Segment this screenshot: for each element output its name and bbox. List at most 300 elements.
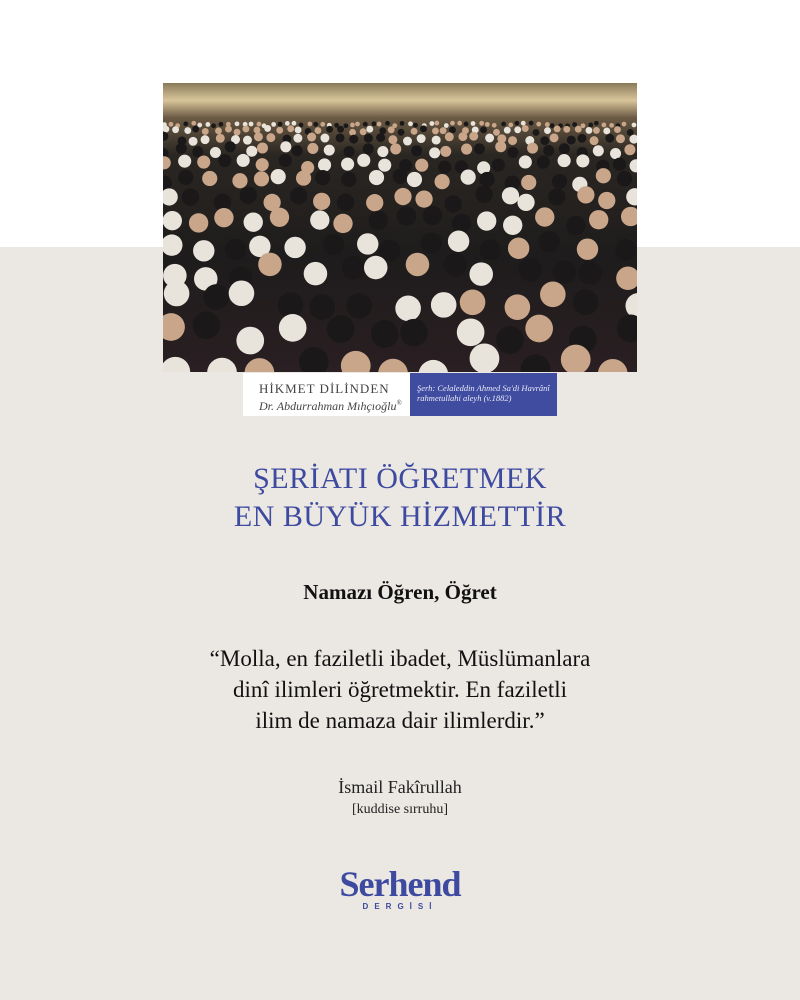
crowd-head	[501, 122, 506, 127]
crowd-head	[357, 154, 370, 167]
crowd-head	[406, 253, 430, 277]
crowd-head	[464, 121, 469, 126]
crowd-head	[563, 126, 570, 133]
crowd-head	[163, 132, 168, 141]
crowd-head	[172, 126, 179, 133]
crowd-head	[622, 122, 627, 127]
crowd-head	[418, 360, 448, 372]
crowd-head	[508, 123, 513, 128]
crowd-head	[617, 315, 637, 343]
series-block	[243, 373, 410, 416]
crowd-head	[394, 188, 411, 205]
crowd-head	[492, 123, 497, 128]
crowd-head	[543, 145, 554, 156]
crowd-head	[567, 136, 576, 145]
crowd-head	[403, 137, 412, 146]
crowd-head	[461, 144, 472, 155]
title-line-2: EN BÜYÜK HİZMETTİR	[233, 500, 567, 533]
crowd-head	[393, 169, 408, 184]
crowd-head	[378, 159, 391, 172]
crowd-head	[278, 292, 304, 318]
crowd-head	[327, 315, 355, 343]
crowd-head	[577, 238, 598, 259]
crowd-head	[434, 121, 439, 126]
crowd-head	[429, 147, 440, 158]
crowd-head	[533, 129, 540, 136]
crowd-head	[475, 186, 492, 203]
crowd-head	[304, 262, 328, 286]
crowd-head	[163, 188, 178, 205]
crowd-head	[460, 290, 486, 316]
crowd-head	[363, 122, 368, 127]
crowd-head	[284, 237, 305, 258]
crowd-head	[324, 145, 335, 156]
crowd-head	[417, 134, 426, 143]
crowd-head	[326, 126, 333, 133]
crowd-head	[235, 121, 240, 126]
crowd-head	[429, 121, 434, 126]
crowd-head	[249, 122, 254, 127]
crowd-head	[469, 132, 478, 141]
crowd-head	[559, 143, 570, 154]
crowd-head	[397, 206, 416, 225]
crowd-head	[477, 211, 496, 230]
crowd-head	[420, 125, 427, 132]
crowd-head	[624, 144, 635, 155]
crowd-head	[435, 174, 450, 189]
logo-name: Serhend	[339, 864, 461, 904]
logo-sub: DERGİSİ	[362, 902, 438, 911]
crowd-head	[307, 122, 312, 127]
crowd-head	[299, 123, 304, 128]
crowd-head	[292, 121, 297, 126]
crowd-head	[613, 158, 626, 171]
crowd-head	[421, 233, 442, 254]
source-line-1: Şerh: Celaleddin Ahmed Sa'di Havrânî	[417, 383, 550, 393]
crowd-head	[505, 294, 531, 320]
crowd-head	[169, 122, 174, 127]
crowd-head	[502, 187, 519, 204]
crowd-head	[610, 148, 621, 159]
crowd-head	[257, 142, 268, 153]
crowd-head	[385, 121, 390, 126]
crowd-head	[598, 192, 615, 209]
crowd-head	[519, 155, 532, 168]
crowd-head	[205, 122, 210, 127]
crowd-head	[577, 186, 594, 203]
crowd-head	[357, 233, 378, 254]
crowd-head	[279, 314, 307, 342]
crowd-head	[276, 127, 283, 134]
crowd-head	[201, 135, 210, 144]
crowd-head	[366, 194, 383, 211]
crowd-head	[371, 320, 399, 348]
crowd-head	[452, 214, 471, 233]
crowd-head	[492, 158, 505, 171]
crowd-head	[469, 262, 493, 286]
crowd-head	[320, 122, 325, 127]
crowd-head	[229, 280, 255, 306]
crowd-head	[257, 122, 262, 127]
crowd-head	[471, 121, 476, 126]
crowd-head	[444, 253, 468, 277]
crowd-head	[411, 145, 422, 156]
crowd-head	[527, 143, 538, 154]
crowd-head	[191, 121, 196, 126]
crowd-head	[521, 121, 526, 126]
crowd-head	[292, 145, 303, 156]
crowd-head	[258, 253, 282, 277]
crowd-head	[256, 158, 269, 171]
crowd-head	[246, 146, 257, 157]
crowd-head	[366, 126, 373, 133]
crowd-head	[309, 294, 335, 320]
crowd-head	[193, 240, 214, 261]
crowd-head	[578, 261, 602, 285]
crowd-head	[184, 127, 191, 134]
crowd-head	[216, 134, 225, 143]
crowd-head	[548, 188, 565, 205]
crowd-head	[495, 141, 506, 152]
source-block	[410, 373, 557, 416]
crowd-head	[271, 169, 286, 184]
crowd-head	[566, 216, 585, 235]
crowd-head	[215, 127, 222, 134]
crowd-head	[572, 122, 577, 127]
crowd-head	[514, 121, 519, 126]
crowd-head	[376, 133, 385, 142]
crowd-head	[535, 207, 554, 226]
series-name: HİKMET DİLİNDEN	[259, 381, 390, 396]
source-line-2: rahmetullahi aleyh (v.1882)	[417, 393, 512, 403]
crowd-head	[493, 129, 500, 136]
crowd-head	[617, 171, 632, 186]
crowd-head	[440, 146, 451, 157]
crowd-head	[432, 136, 441, 145]
crowd-head	[341, 172, 356, 187]
crowd-head	[243, 136, 252, 145]
crowd-head	[369, 170, 384, 185]
crowd-head	[474, 143, 485, 154]
crowd-head	[590, 136, 599, 145]
crowd-head	[363, 143, 374, 154]
crowd-head	[605, 134, 614, 143]
crowd-head	[594, 121, 599, 126]
crowd-head	[197, 155, 210, 168]
crowd-head	[240, 187, 257, 204]
crowd-head	[307, 133, 316, 142]
crowd-head	[163, 357, 190, 372]
crowd-head	[552, 174, 567, 189]
crowd-head	[192, 146, 203, 157]
crowd-head	[287, 125, 294, 132]
crowd-head	[445, 132, 454, 141]
author-mark: ®	[396, 399, 402, 407]
crowd-head	[236, 327, 264, 355]
crowd-head	[609, 123, 614, 128]
crowd-head	[558, 154, 571, 167]
crowd-head	[189, 213, 208, 232]
crowd-head	[372, 121, 377, 126]
crowd-head	[415, 159, 428, 172]
crowd-head	[307, 143, 318, 154]
crowd-head	[163, 156, 171, 169]
crowd-head	[342, 256, 366, 280]
crowd-head	[614, 126, 621, 133]
crowd-head	[280, 141, 291, 152]
crowd-head	[271, 122, 276, 127]
crowd-head	[278, 122, 283, 127]
crowd-head	[457, 318, 485, 346]
serhend-logo	[0, 866, 800, 911]
crowd-head	[603, 128, 610, 135]
crowd-head	[545, 122, 550, 127]
crowd-head	[596, 168, 611, 183]
crowd-head	[544, 127, 551, 134]
crowd-head	[377, 122, 382, 127]
crowd-head	[214, 208, 233, 227]
crowd-head	[540, 136, 549, 145]
crowd-head	[355, 122, 360, 127]
crowd-head	[225, 141, 236, 152]
crowd-head	[193, 312, 221, 340]
crowd-head	[210, 147, 221, 158]
crowd-head	[323, 234, 344, 255]
crowd-head	[369, 211, 388, 230]
crowd-head	[514, 126, 521, 133]
crowd-head	[349, 135, 358, 144]
crowd-head	[254, 132, 263, 141]
crowd-head	[588, 123, 593, 128]
crowd-head	[178, 155, 191, 168]
crowd-head	[413, 123, 418, 128]
crowd-head	[219, 122, 224, 127]
crowd-head	[313, 193, 330, 210]
crowd-head	[164, 281, 190, 307]
subtitle: Namazı Öğren, Öğret	[303, 580, 497, 604]
attribution-honorific: [kuddise sırruhu]	[351, 802, 449, 817]
crowd-head	[485, 122, 490, 127]
crowd-head	[589, 210, 608, 229]
crowd-head	[290, 187, 307, 204]
crowd-head	[593, 127, 600, 134]
crowd-head	[270, 208, 289, 227]
crowd-head	[178, 170, 193, 185]
crowd-head	[202, 128, 209, 135]
crowd-head	[432, 127, 439, 134]
crowd-head	[313, 122, 318, 127]
crowd-head	[521, 354, 551, 372]
crowd-head	[630, 159, 637, 172]
crowd-head	[518, 258, 542, 282]
attribution-name: İsmail Fakîrullah	[338, 777, 462, 797]
crowd-head	[440, 127, 447, 134]
crowd-head	[537, 156, 550, 169]
crowd-head	[266, 133, 275, 142]
crowd-head	[508, 238, 529, 259]
author-name: Dr. Abdurrahman Mıhçıoğlu	[259, 399, 397, 413]
crowd-head	[598, 359, 628, 372]
crowd-head	[299, 347, 329, 372]
crowd-head	[225, 126, 232, 133]
crowd-head	[577, 134, 586, 143]
crowd-head	[237, 154, 250, 167]
crowd-head	[400, 319, 428, 347]
crowd-head	[264, 125, 271, 132]
crowd-head	[407, 172, 422, 187]
crowd-head	[550, 123, 555, 128]
crowd-head	[344, 123, 349, 128]
crowd-head	[364, 256, 388, 280]
crowd-head	[163, 126, 169, 133]
crowd-head	[279, 154, 292, 167]
quote-line-1: “Molla, en faziletli ibadet, Müslümanlara	[209, 646, 591, 671]
crowd-head	[163, 313, 185, 341]
crowd-head	[554, 126, 561, 133]
crowd-head	[411, 128, 418, 135]
crowd-head	[470, 343, 500, 372]
crowd-head	[346, 293, 372, 319]
crowd-head	[517, 194, 534, 211]
crowd-head	[431, 292, 457, 318]
crowd-head	[163, 211, 182, 230]
crowd-head	[254, 127, 261, 134]
quote-line-3: ilim de namaza dair ilimlerdir.”	[255, 708, 545, 733]
crowd-head	[202, 171, 217, 186]
crowd-head	[408, 121, 413, 126]
crowd-head	[496, 326, 524, 354]
crowd-head	[415, 190, 432, 207]
crowd-head	[529, 121, 534, 126]
crowd-head	[522, 125, 529, 132]
crowd-head	[448, 231, 469, 252]
crowd-head	[296, 170, 311, 185]
crowd-head	[388, 135, 397, 144]
crowd-head	[218, 154, 231, 167]
crowd-head	[581, 123, 586, 128]
crowd-head	[553, 260, 577, 284]
crowd-head	[575, 126, 582, 133]
crowd-head	[225, 239, 246, 260]
crowd-head	[626, 188, 637, 205]
crowd-head	[234, 129, 241, 136]
crowd-head	[521, 175, 536, 190]
crowd-head	[182, 188, 199, 205]
title-line-1: ŞERİATI ÖĞRETMEK	[253, 462, 547, 495]
crowd-head	[388, 126, 395, 133]
crowd-head	[163, 234, 183, 255]
crowd-head	[400, 121, 405, 126]
crowd-head	[245, 358, 275, 372]
crowd-head	[336, 133, 345, 142]
crowd-head	[337, 194, 354, 211]
crowd-head	[176, 143, 187, 154]
crowd-head	[550, 133, 559, 142]
crowd-head	[576, 154, 589, 167]
crowd-head	[333, 214, 352, 233]
crowd-head	[377, 146, 388, 157]
crowd-head	[616, 134, 625, 143]
crowd-head	[621, 207, 637, 226]
crowd-head	[538, 231, 559, 252]
crowd-head	[438, 161, 451, 174]
crowd-head	[525, 315, 553, 343]
crowd-head	[444, 123, 449, 128]
crowd-head	[295, 127, 302, 134]
crowd-head	[390, 143, 401, 154]
crowd-head	[480, 126, 487, 133]
crowd-head	[479, 121, 484, 126]
crowd-head	[485, 134, 494, 143]
crowd-head	[293, 134, 302, 143]
crowd-head	[211, 123, 216, 128]
crowd-head	[593, 145, 604, 156]
crowd-head	[337, 126, 344, 133]
crowd-head	[189, 137, 198, 146]
crowd-head	[616, 267, 637, 291]
article-label	[243, 373, 557, 416]
crowd-head	[503, 216, 522, 235]
crowd-head	[536, 122, 541, 127]
crowd-head	[458, 132, 467, 141]
crowd-head	[207, 358, 237, 372]
crowd-head	[479, 172, 494, 187]
crowd-head	[192, 126, 199, 133]
crowd-head	[601, 123, 606, 128]
crowd-head	[183, 121, 188, 126]
crowd-head	[341, 158, 354, 171]
crowd-head	[314, 127, 321, 134]
crowd-head	[204, 284, 230, 310]
crowd-head	[445, 195, 462, 212]
crowd-head	[540, 282, 566, 308]
crowd-head	[586, 127, 593, 134]
crowd-head	[242, 126, 249, 133]
crowd-head	[232, 173, 247, 188]
crowd-head	[457, 121, 462, 126]
crowd-head	[318, 158, 331, 171]
crowd-head	[573, 290, 599, 316]
crowd-head	[364, 134, 373, 143]
crowd-head	[615, 239, 636, 260]
crowd-head	[344, 146, 355, 157]
crowd-head	[341, 351, 371, 372]
crowd-head	[320, 134, 329, 143]
crowd-head	[504, 127, 511, 134]
crowd-head	[254, 171, 269, 186]
crowd-head	[508, 136, 517, 145]
crowd-head	[315, 170, 330, 185]
crowd-head	[480, 239, 501, 260]
crowd-head	[450, 121, 455, 126]
crowd-head	[395, 296, 421, 322]
crowd-head	[632, 123, 637, 128]
crowd-head	[423, 206, 442, 225]
crowd-head	[507, 147, 518, 158]
crowd-head	[244, 213, 263, 232]
crowd-head	[398, 129, 405, 136]
crowd-head	[285, 121, 290, 126]
crowd-head	[350, 123, 355, 128]
mosque-prayer-photo	[163, 83, 637, 372]
crowd-head	[310, 210, 329, 229]
crowd-head	[461, 169, 476, 184]
quote-line-2: dinî ilimleri öğretmektir. En faziletli	[232, 677, 568, 702]
quote	[0, 643, 800, 736]
crowd-head	[378, 359, 408, 372]
crowd-head	[360, 128, 367, 135]
crowd-head	[629, 135, 637, 144]
